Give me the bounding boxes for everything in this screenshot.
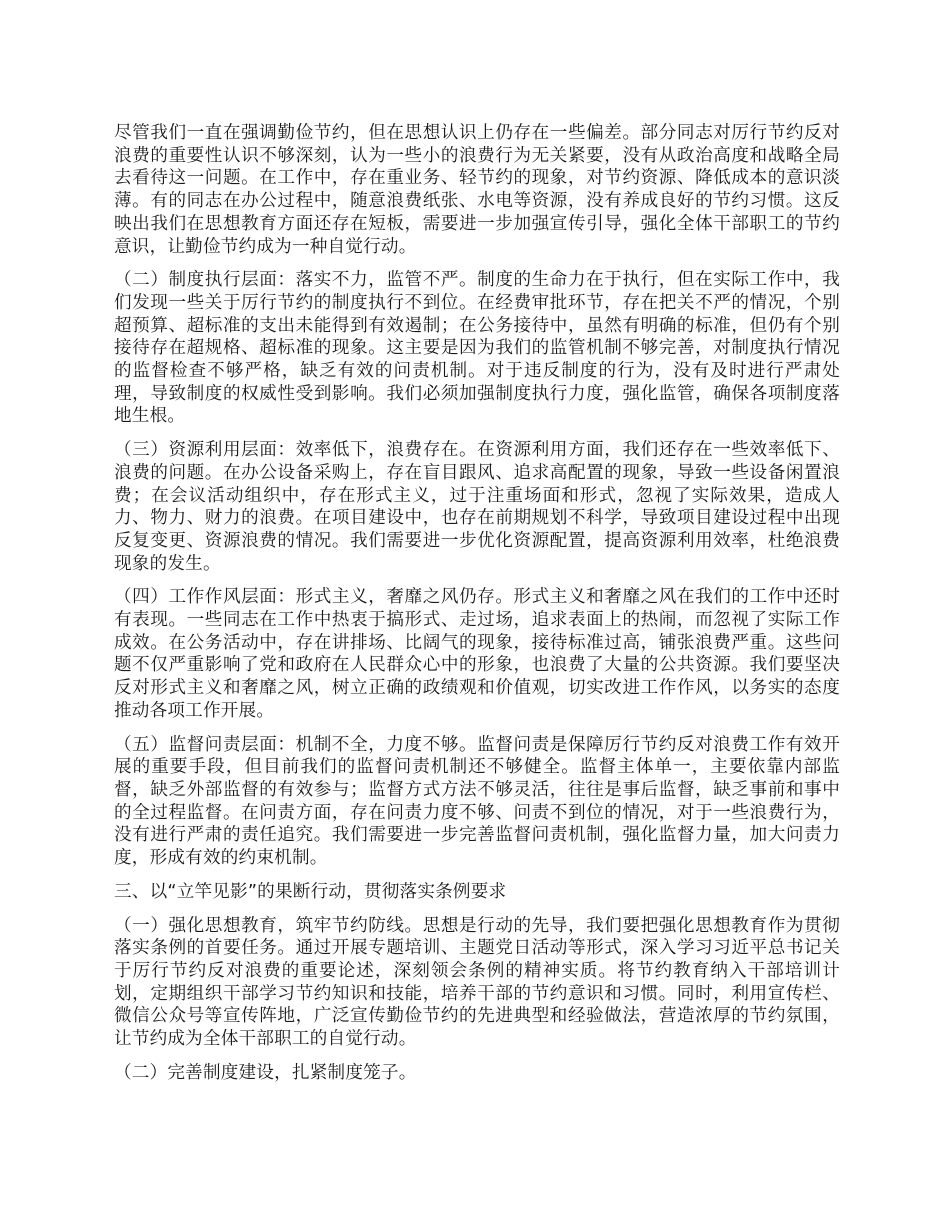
paragraph-work-style: （四）工作作风层面：形式主义，奢靡之风仍存。形式主义和奢靡之风在我们的工作中还时有表现。一些同志在工作中热衷于搞形式、走过场，追求表面上的热闹，而忽视了实际工作成效。在公务活动中，存在讲排场、比阔气的现象，接待标准过高，铺张浪费严重。这些问题不仅严重影响了党和政府在人民群众心中的形象，也浪费了大量的公共资源。我们要坚决反对形式主义和奢靡之风，树立正确的政绩观和价值观，切实改进工作作风，以务实的态度推动各项工作开展。 bbox=[114, 587, 840, 721]
paragraph-system-execution: （二）制度执行层面：落实不力，监管不严。制度的生命力在于执行，但在实际工作中，我们发现一些关于厉行节约的制度执行不到位。在经费审批环节，存在把关不严的情况，个别超预算、超标准的支出未能得到有效遏制；在公务接待中，虽然有明确的标准，但仍有个别接待存在超规格、超标准的现象。这主要是因为我们的监管机制不够完善，对制度执行情况的监督检查不够严格，缺乏有效的问责机制。对于违反制度的行为，没有及时进行严肃处理，导致制度的权威性受到影响。我们必须加强制度执行力度，强化监管，确保各项制度落地生根。 bbox=[114, 270, 840, 427]
paragraph-supervision-accountability: （五）监督问责层面：机制不全，力度不够。监督问责是保障厉行节约反对浪费工作有效开展的重要手段，但目前我们的监督问责机制还不够健全。监督主体单一，主要依靠内部监督，缺乏外部监督的有效参与；监督方式方法不够灵活，往往是事后监督，缺乏事前和事中的全过程监督。在问责方面，存在问责力度不够、问责不到位的情况，对于一些浪费行为，没有进行严肃的责任追究。我们需要进一步完善监督问责机制，强化监督力量，加大问责力度，形成有效的约束机制。 bbox=[114, 734, 840, 869]
paragraph-system-building: （二）完善制度建设，扎紧制度笼子。 bbox=[114, 1062, 417, 1083]
paragraph-thought-awareness: 尽管我们一直在强调勤俭节约，但在思想认识上仍存在一些偏差。部分同志对厉行节约反对浪费的重要性认识不够深刻，认为一些小的浪费行为无关紧要，没有从政治高度和战略全局去看待这一问题。在工作中，存在重业务、轻节约的现象，对节约资源、降低成本的意识淡薄。有的同志在办公过程中，随意浪费纸张、水电等资源，没有养成良好的节约习惯。这反映出我们在思想教育方面还存在短板，需要进一步加强宣传引导，强化全体干部职工的节约意识，让勤俭节约成为一种自觉行动。 bbox=[114, 123, 840, 257]
paragraph-ideological-education: （一）强化思想教育，筑牢节约防线。思想是行动的先导，我们要把强化思想教育作为贯彻落实条例的首要任务。通过开展专题培训、主题党日活动等形式，深入学习习近平总书记关于厉行节约反对浪费的重要论述，深刻领会条例的精神实质。将节约教育纳入干部培训计划，定期组织干部学习节约知识和技能，培养干部的节约意识和习惯。同时，利用宣传栏、微信公众号等宣传阵地，广泛宣传勤俭节约的先进典型和经验做法，营造浓厚的节约氛围，让节约成为全体干部职工的自觉行动。 bbox=[114, 915, 840, 1050]
section-heading-three: 三、以“立竿见影”的果断行动，贯彻落实条例要求 bbox=[114, 881, 507, 902]
paragraph-resource-utilization: （三）资源利用层面：效率低下，浪费存在。在资源利用方面，我们还存在一些效率低下、浪费的问题。在办公设备采购上，存在盲目跟风、追求高配置的现象，导致一些设备闲置浪费；在会议活动组织中，存在形式主义，过于注重场面和形式，忽视了实际效果，造成人力、物力、财力的浪费。在项目建设中，也存在前期规划不科学，导致项目建设过程中出现反复变更、资源浪费的情况。我们需要进一步优化资源配置，提高资源利用效率，杜绝浪费现象的发生。 bbox=[114, 440, 840, 574]
document-body bbox=[114, 122, 840, 1095]
